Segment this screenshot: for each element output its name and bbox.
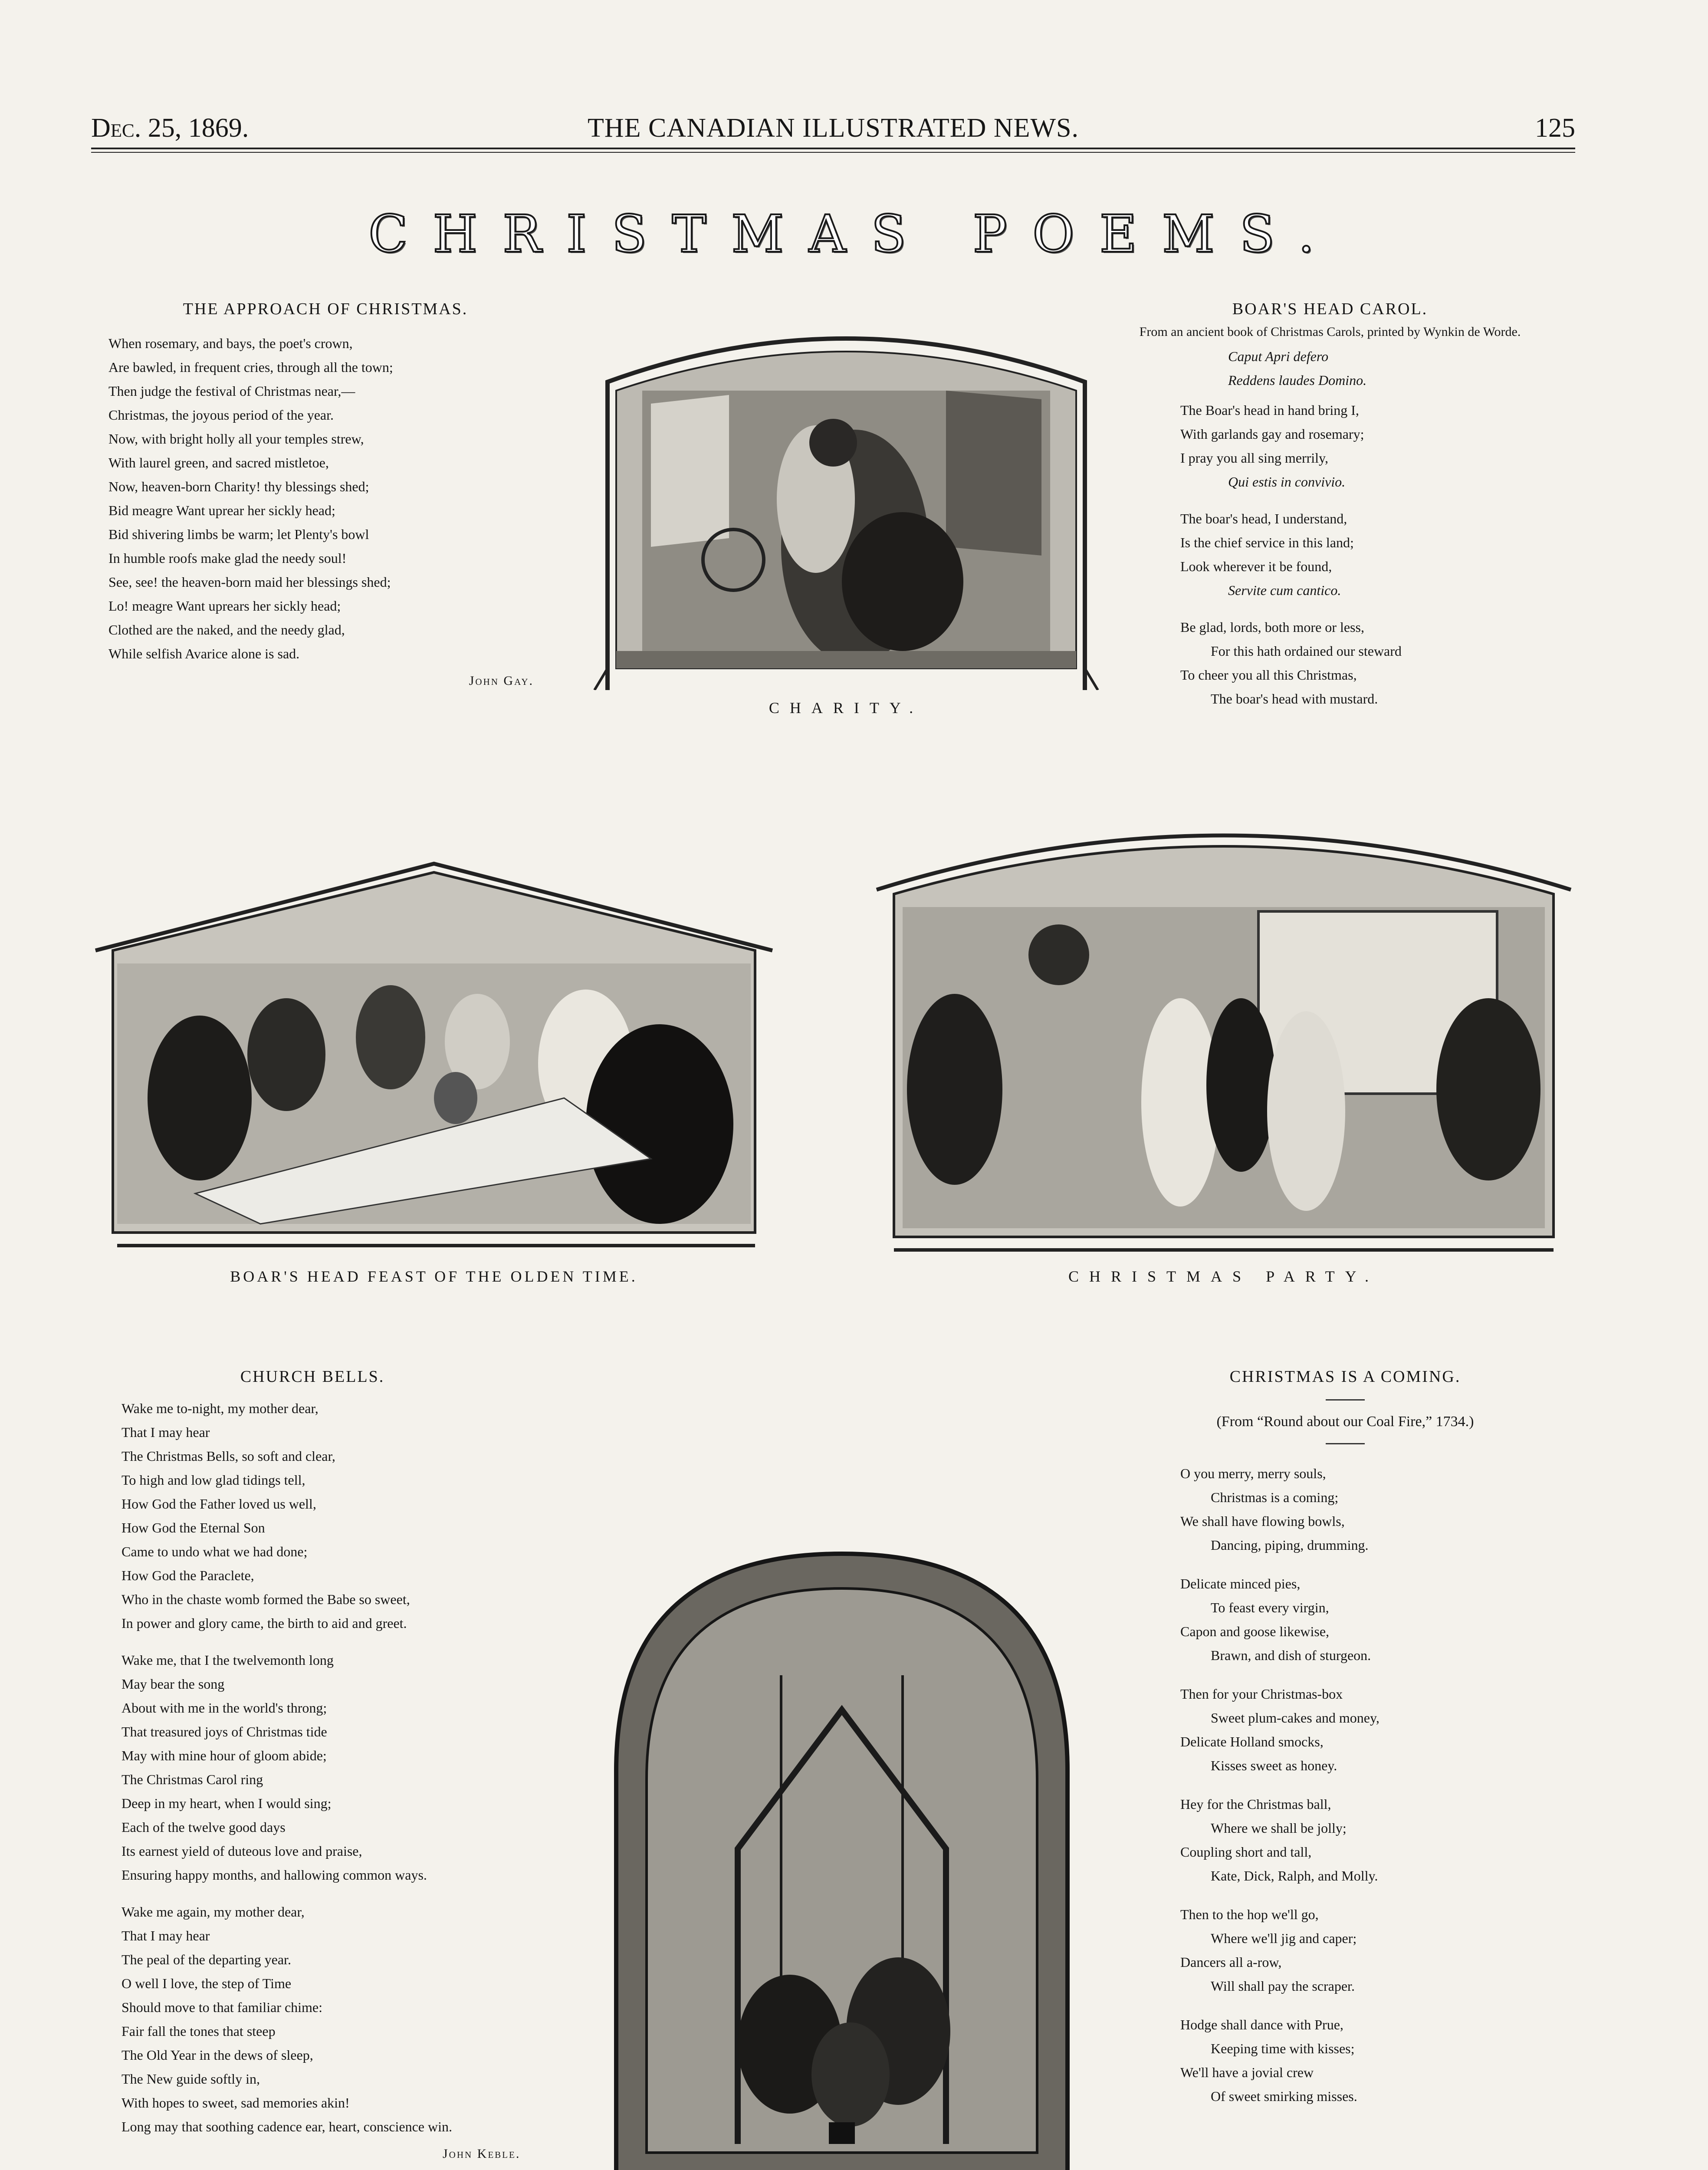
poem-title: CHURCH BELLS. xyxy=(240,1368,385,1386)
poem-line: Wake me again, my mother dear, xyxy=(122,1904,305,1920)
poem-line: We'll have a jovial crew xyxy=(1180,2065,1314,2080)
boars-head-feast-illustration xyxy=(87,855,781,1254)
poem-title: BOAR'S HEAD CAROL. xyxy=(1232,300,1428,318)
poem-line: Dancers all a-row, xyxy=(1180,1954,1282,1970)
poem-line: Then for your Christmas-box xyxy=(1180,1686,1343,1702)
poem-line: The boar's head with mustard. xyxy=(1211,691,1378,707)
poem-line: Where we'll jig and caper; xyxy=(1211,1930,1357,1946)
poem-line: With garlands gay and rosemary; xyxy=(1180,426,1364,442)
caption-boars-head-feast: BOAR'S HEAD FEAST OF THE OLDEN TIME. xyxy=(230,1268,638,1285)
poem-line: Each of the twelve good days xyxy=(122,1819,286,1835)
poem-line: Are bawled, in frequent cries, through all the town; xyxy=(108,359,393,375)
latin-line: Caput Apri defero xyxy=(1228,349,1329,364)
poem-line: Bid shivering limbs be warm; let Plenty's bowl xyxy=(108,526,369,542)
poem-stanza xyxy=(1107,1572,1584,1667)
page-number: 125 xyxy=(1535,113,1575,143)
poem-line: Keeping time with kisses; xyxy=(1211,2041,1355,2056)
poem-line: Ensuring happy months, and hallowing common ways. xyxy=(122,1867,427,1883)
poem-line: Where we shall be jolly; xyxy=(1211,1820,1347,1836)
poem-line: Dancing, piping, drumming. xyxy=(1211,1537,1369,1553)
poem-line: Kate, Dick, Ralph, and Molly. xyxy=(1211,1868,1378,1884)
poem-line: We shall have flowing bowls, xyxy=(1180,1513,1345,1529)
poem-line: That I may hear xyxy=(122,1928,210,1943)
poem-line: Who in the chaste womb formed the Babe so sweet, xyxy=(122,1591,410,1607)
poem-body xyxy=(1072,345,1588,392)
poem-line: Clothed are the naked, and the needy glad, xyxy=(108,622,345,638)
poem-line: Hey for the Christmas ball, xyxy=(1180,1796,1331,1812)
title-rule xyxy=(1326,1399,1365,1401)
poem-line: Be glad, lords, both more or less, xyxy=(1180,619,1364,635)
poem-body xyxy=(108,332,542,666)
caption-charity: CHARITY. xyxy=(769,699,924,717)
masthead-rule xyxy=(91,148,1575,149)
poem-line: How God the Eternal Son xyxy=(122,1520,265,1535)
poem-line: To cheer you all this Christmas, xyxy=(1180,667,1357,683)
poem-stanza xyxy=(1107,1903,1584,1998)
poem-stanza xyxy=(1072,398,1588,494)
poem-line: Now, with bright holly all your temples strew, xyxy=(108,431,364,447)
poem-line: For this hath ordained our steward xyxy=(1211,643,1402,659)
poem-line: Lo! meagre Want uprears her sickly head; xyxy=(108,598,341,614)
poem-line: Now, heaven-born Charity! thy blessings shed; xyxy=(108,479,369,494)
poem-line: To high and low glad tidings tell, xyxy=(122,1472,305,1488)
poem-line: I pray you all sing merrily, xyxy=(1180,450,1328,466)
poem-line: Is the chief service in this land; xyxy=(1180,535,1354,550)
poem-title: THE APPROACH OF CHRISTMAS. xyxy=(183,300,468,318)
poem-line: Then to the hop we'll go, xyxy=(1180,1907,1319,1922)
charity-illustration xyxy=(590,312,1102,690)
poem-line: The boar's head, I understand, xyxy=(1180,511,1347,526)
poem-boars-head-carol xyxy=(1072,299,1588,711)
source-rule xyxy=(1326,1443,1365,1444)
poem-line: Of sweet smirking misses. xyxy=(1211,2088,1357,2104)
poem-line: In power and glory came, the birth to aid and greet. xyxy=(122,1615,407,1631)
poem-line: Long may that soothing cadence ear, heart, conscience win. xyxy=(122,2119,452,2134)
christmas-party-illustration xyxy=(868,807,1580,1263)
poem-line: To feast every virgin, xyxy=(1211,1600,1329,1615)
poem-stanza xyxy=(1072,507,1588,602)
poem-line: Fair fall the tones that steep xyxy=(122,2023,276,2039)
poem-line: When rosemary, and bays, the poet's crown, xyxy=(108,335,353,351)
poem-line: The Boar's head in hand bring I, xyxy=(1180,402,1359,418)
poem-line: See, see! the heaven-born maid her blessings shed; xyxy=(108,574,391,590)
poem-line: Should move to that familiar chime: xyxy=(122,1999,323,2015)
poem-line: Christmas, the joyous period of the year. xyxy=(108,407,334,423)
poem-line: May with mine hour of gloom abide; xyxy=(122,1748,327,1763)
poem-stanza xyxy=(122,1397,642,1635)
poem-author: John Keble. xyxy=(443,2147,521,2161)
poem-line: Delicate minced pies, xyxy=(1180,1576,1301,1591)
poem-stanza xyxy=(1107,1462,1584,1557)
issue-date: Dec. 25, 1869. xyxy=(91,113,249,143)
section-title: CHRISTMAS POEMS. xyxy=(368,204,1340,264)
poem-stanza xyxy=(1107,2013,1584,2108)
poem-line: Wake me, that I the twelvemonth long xyxy=(122,1652,334,1668)
poem-church-bells xyxy=(122,1367,642,2161)
poem-line: May bear the song xyxy=(122,1676,225,1692)
poem-stanza xyxy=(122,1900,642,2139)
poem-line: O you merry, merry souls, xyxy=(1180,1466,1326,1481)
poem-line: Then judge the festival of Christmas near,— xyxy=(108,383,355,399)
poem-title: CHRISTMAS IS A COMING. xyxy=(1229,1368,1461,1386)
masthead-rule-thin xyxy=(91,152,1575,153)
poem-source: From an ancient book of Christmas Carols, printed by Wynkin de Worde. xyxy=(1139,325,1521,339)
poem-line: Sweet plum-cakes and money, xyxy=(1211,1710,1380,1726)
poem-line: Came to undo what we had done; xyxy=(122,1544,308,1559)
poem-stanza xyxy=(1107,1682,1584,1778)
poem-line: Deep in my heart, when I would sing; xyxy=(122,1795,332,1811)
poem-line: The Christmas Bells, so soft and clear, xyxy=(122,1448,335,1464)
poem-line: O well I love, the step of Time xyxy=(122,1976,292,1991)
poem-approach-of-christmas xyxy=(108,299,542,688)
poem-line: While selfish Avarice alone is sad. xyxy=(108,646,300,661)
poem-source: (From “Round about our Coal Fire,” 1734.) xyxy=(1216,1414,1474,1430)
poem-line: Bid meagre Want uprear her sickly head; xyxy=(108,503,335,518)
latin-line: Reddens laudes Domino. xyxy=(1228,372,1367,388)
poem-line: With laurel green, and sacred mistletoe, xyxy=(108,455,329,470)
poem-line: The Christmas Carol ring xyxy=(122,1772,263,1787)
poem-line: About with me in the world's throng; xyxy=(122,1700,327,1716)
poem-line: Qui estis in convivio. xyxy=(1228,474,1346,490)
poem-line: That I may hear xyxy=(122,1424,210,1440)
poem-christmas-is-a-coming xyxy=(1107,1367,1584,2108)
poem-line: Look wherever it be found, xyxy=(1180,559,1332,574)
poem-line: Kisses sweet as honey. xyxy=(1211,1758,1337,1773)
poem-line: Coupling short and tall, xyxy=(1180,1844,1312,1860)
caption-christmas-party: CHRISTMAS PARTY. xyxy=(1068,1268,1379,1285)
poem-line: Wake me to-night, my mother dear, xyxy=(122,1401,319,1416)
masthead xyxy=(91,108,1575,148)
poem-line: The peal of the departing year. xyxy=(122,1952,291,1967)
poem-line: Its earnest yield of duteous love and praise, xyxy=(122,1843,362,1859)
poem-line: How God the Paraclete, xyxy=(122,1568,254,1583)
poem-stanza xyxy=(122,1648,642,1887)
poem-line: The New guide softly in, xyxy=(122,2071,260,2087)
poem-line: That treasured joys of Christmas tide xyxy=(122,1724,327,1739)
poem-line: Capon and goose likewise, xyxy=(1180,1624,1330,1639)
bell-ringers-illustration xyxy=(608,1545,1076,2170)
poem-line: Christmas is a coming; xyxy=(1211,1489,1339,1505)
poem-stanza xyxy=(1107,1792,1584,1888)
poem-line: Hodge shall dance with Prue, xyxy=(1180,2017,1343,2032)
poem-line: Will shall pay the scraper. xyxy=(1211,1978,1355,1994)
poem-line: How God the Father loved us well, xyxy=(122,1496,316,1512)
poem-stanza xyxy=(1072,615,1588,711)
poem-line: In humble roofs make glad the needy soul! xyxy=(108,550,347,566)
newspaper-name: THE CANADIAN ILLUSTRATED NEWS. xyxy=(587,113,1079,143)
poem-line: Delicate Holland smocks, xyxy=(1180,1734,1324,1749)
poem-line: Servite cum cantico. xyxy=(1228,582,1341,598)
poem-line: The Old Year in the dews of sleep, xyxy=(122,2047,313,2063)
poem-line: With hopes to sweet, sad memories akin! xyxy=(122,2095,350,2111)
poem-author: John Gay. xyxy=(469,674,534,688)
poem-line: Brawn, and dish of sturgeon. xyxy=(1211,1647,1371,1663)
